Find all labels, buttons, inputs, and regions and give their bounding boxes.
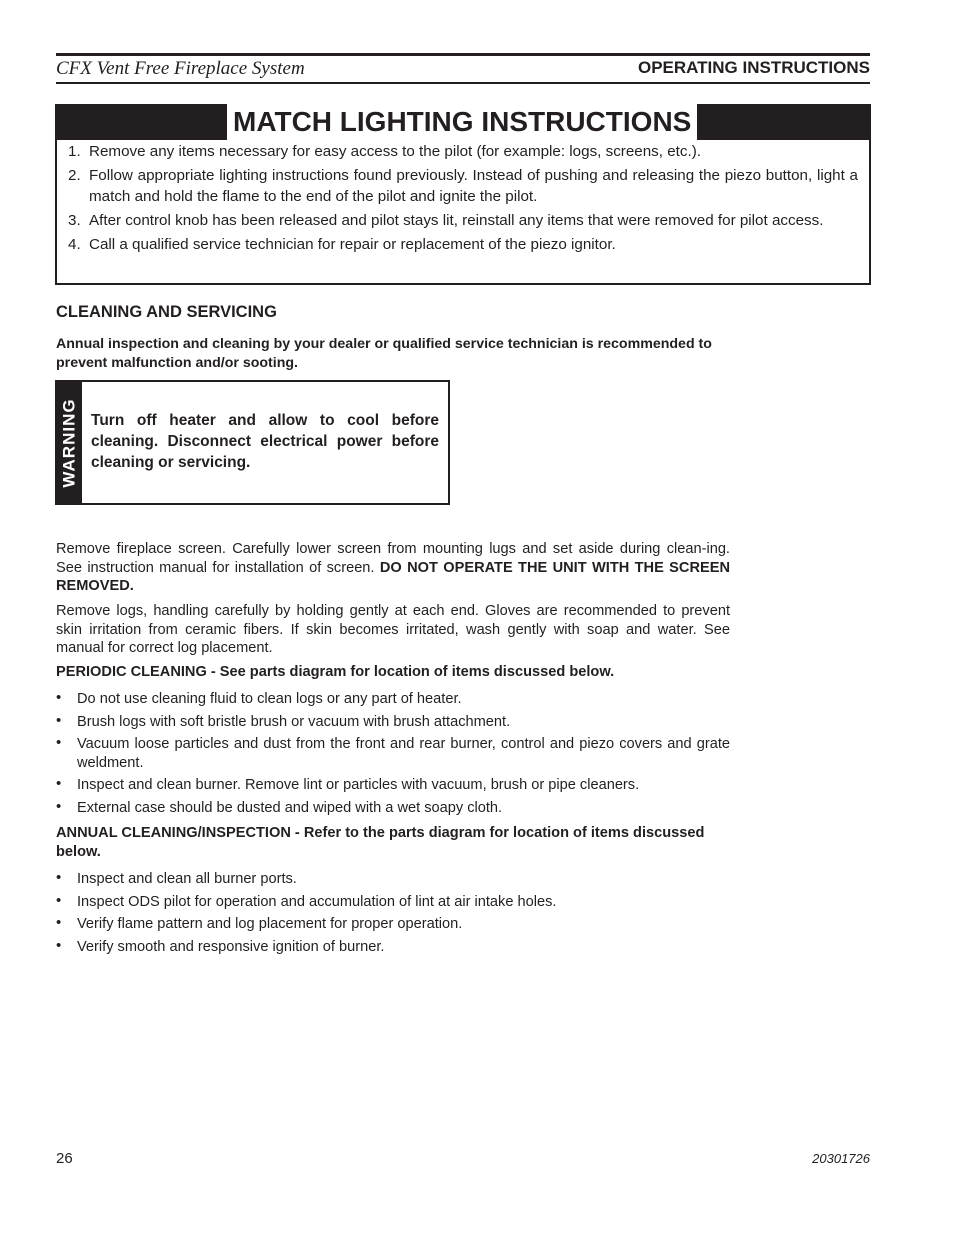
warning-label (57, 382, 82, 503)
header-rule-bottom (56, 82, 870, 84)
list-item-text: Do not use cleaning fluid to clean logs or any part of heater. (77, 691, 462, 707)
list-item (62, 211, 858, 232)
log-removal-paragraph: Remove logs, handling carefully by holding gently at each end. Gloves are recommended to prevent skin irritation from ceramic fibers. If skin becomes irritated, wash gently with soap and water. See manual for correct log placement. (56, 603, 730, 656)
warning-text: Turn off heater and allow to cool before cleaning. Disconnect electrical power before cleaning or servicing. (91, 412, 439, 471)
list-item (56, 735, 730, 772)
page-number: 26 (56, 1150, 73, 1167)
annual-inspection-note: Annual inspection and cleaning by your dealer or qualified service technician is recommended to prevent malfunction and/or sooting. (56, 336, 712, 371)
bullet: • (56, 797, 62, 815)
step-number: 2. (68, 167, 81, 184)
step-number: 3. (68, 211, 81, 229)
list-item (56, 915, 730, 934)
step-text: Call a qualified service technician for repair or replacement of the piezo ignitor. (89, 235, 616, 253)
bullet: • (56, 936, 62, 954)
list-item (56, 893, 730, 912)
list-item-text: Vacuum loose particles and dust from the front and rear burner, control and piezo covers and grate weldment. (77, 736, 730, 771)
list-item (62, 166, 858, 207)
list-item-text: Inspect and clean all burner ports. (77, 871, 297, 887)
list-item-text: Inspect ODS pilot for operation and accumulation of lint at air intake holes. (77, 893, 557, 910)
list-item (56, 776, 730, 795)
warning-label-text: WARNING (59, 397, 79, 488)
screen-removal-text: Remove fireplace screen. Carefully lower screen from mounting lugs and set aside during clean-ing. See instruction manual for installation of screen. (56, 541, 730, 576)
list-item (62, 142, 858, 163)
step-number: 4. (68, 235, 81, 253)
list-item-text: Verify smooth and responsive ignition of burner. (77, 938, 385, 955)
bullet: • (56, 869, 62, 886)
bullet: • (56, 689, 62, 706)
document-number: 20301726 (812, 1151, 870, 1166)
bullet: • (56, 711, 62, 729)
document-title: CFX Vent Free Fireplace System (56, 58, 305, 79)
list-item (56, 870, 730, 889)
section-title: OPERATING INSTRUCTIONS (637, 58, 870, 77)
list-item-text: Inspect and clean burner. Remove lint or particles with vacuum, brush or pipe cleaners. (77, 777, 640, 793)
match-lighting-steps (62, 142, 858, 259)
step-text: Remove any items necessary for easy access to the pilot (for example: logs, screens, etc.). (89, 143, 701, 160)
bullet: • (56, 734, 62, 751)
periodic-cleaning-heading: PERIODIC CLEANING - See parts diagram for location of items discussed below. (56, 664, 615, 680)
bullet: • (56, 775, 62, 792)
annual-cleaning-heading: ANNUAL CLEANING/INSPECTION - Refer to the parts diagram for location of items discussed below. (56, 825, 705, 860)
match-lighting-title: MATCH LIGHTING INSTRUCTIONS (233, 106, 692, 137)
bullet: • (56, 891, 62, 909)
step-text: Follow appropriate lighting instructions found previously. Instead of pushing and releasing the piezo button, light a match and hold the flame to the end of the pilot and ignite the pilot. (89, 167, 858, 205)
step-number: 1. (68, 143, 81, 160)
header-rule-top (56, 53, 870, 56)
periodic-cleaning-list (56, 690, 730, 821)
bullet: • (56, 914, 62, 931)
list-item-text: Brush logs with soft bristle brush or vacuum with brush attachment. (77, 713, 511, 730)
match-lighting-title-wrap (227, 103, 697, 141)
list-item-text: Verify flame pattern and log placement for proper operation. (77, 916, 463, 932)
list-item (56, 690, 730, 709)
list-item (56, 799, 730, 818)
annual-cleaning-list (56, 870, 730, 960)
list-item-text: External case should be dusted and wiped with a wet soapy cloth. (77, 799, 503, 816)
screen-warning-bold: DO NOT OPERATE THE UNIT WITH THE SCREEN REMOVED. (56, 559, 730, 594)
step-text: After control knob has been released and pilot stays lit, reinstall any items that were removed for pilot access. (89, 211, 824, 229)
list-item (56, 713, 730, 732)
list-item (62, 235, 858, 256)
list-item (56, 938, 730, 957)
screen-removal-paragraph (56, 540, 730, 596)
cleaning-heading: CLEANING AND SERVICING (56, 303, 277, 321)
